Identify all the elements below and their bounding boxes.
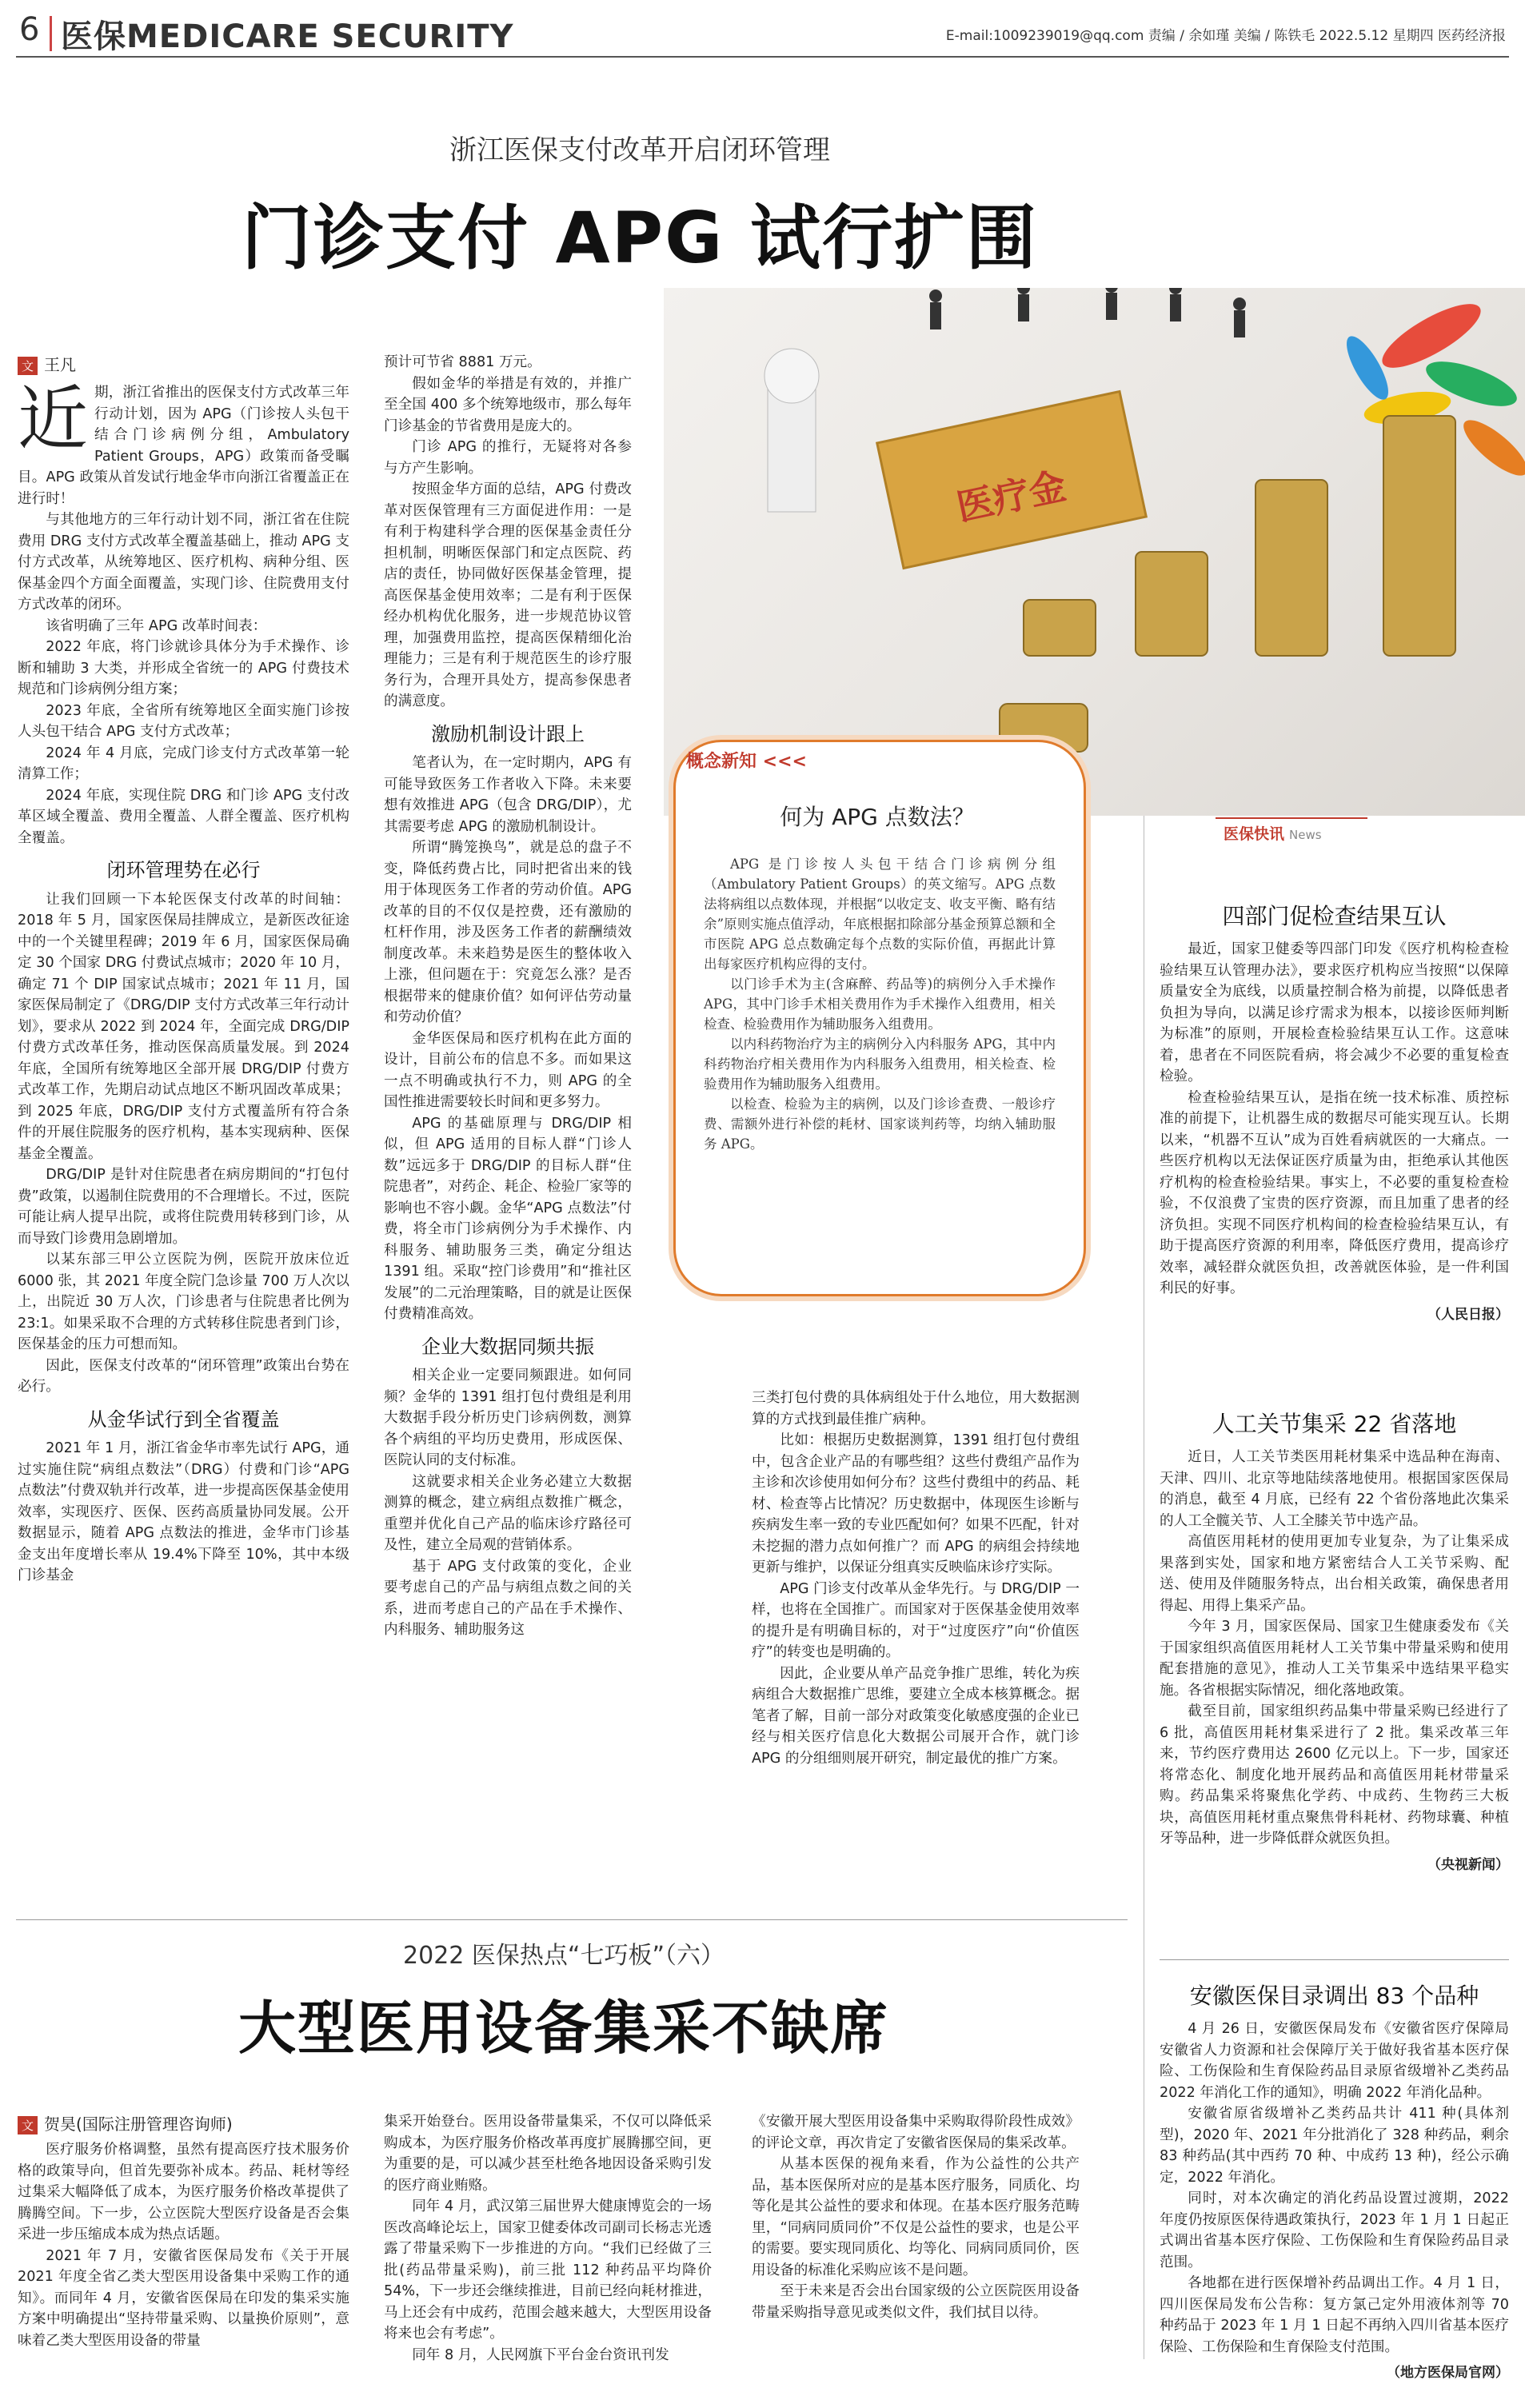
article1-column-2 <box>384 352 632 1641</box>
illustration-photo <box>664 288 1525 816</box>
paragraph: 最近，国家卫健委等四部门印发《医疗机构检查检验结果互认管理办法》，要求医疗机构应当按照“以保障质量安全为底线，以质量控制合格为前提，以降低患者负担为导向，以满足诊疗需求为根本，以接诊医师判断为标准”的原则，开展检查检验结果互认工作。这意味着，患者在不同医院看病，将会减少不必要的重复检查检验。 <box>1160 941 1509 1084</box>
news-label-rule <box>1216 817 1367 819</box>
paragraph: 这就要求相关企业务必建立大数据测算的概念，建立病组点数推广概念，重塑并优化自己产品的临床诊疗路径可及性，建立全局观的营销体系。 <box>384 1473 632 1553</box>
paragraph: 因此，医保支付改革的“闭环管理”政策出台势在必行。 <box>18 1357 349 1395</box>
article1-column-3 <box>752 1388 1080 1769</box>
paragraph: 同时，对本次确定的消化药品设置过渡期，2022 年度仍按原医保待遇政策执行，2023 年 1 月 1 日起正式调出省基本医疗保险、工伤保险和生育保险药品目录范围。 <box>1160 2190 1509 2270</box>
paragraph: 同年 8 月，人民网旗下平台金台资讯刊发 <box>412 2346 669 2363</box>
paragraph: 比如：根据历史数据测算，1391 组打包付费组中，包含企业产品的有哪些组？这些付费组产品作为主诊和次诊使用如何分布？这些付费组中的药品、耗材、检查等占比情况？历史数据中，体现医生诊断与疾病发生率一致的专业匹配如何？如果不匹配，针对未挖掘的潜力点如何推广？而 APG 的病组会持续地更新与维护，以保证分组真实反映临床诊疗实际。 <box>752 1432 1080 1575</box>
paragraph: 门诊 APG 的推行，无疑将对各参与方产生影响。 <box>384 439 632 477</box>
paragraph: 从基本医保的视角来看，作为公益性的公共产品，基本医保所对应的是基本医疗服务，同质化、均等化是其公益性的要求和体现。在基本医疗服务范畴里，“同病同质同价”不仅是公益性的要求，也是公平的需要。要实现同质化、均等化、同病同质同价，医用设备的标准化采购应该不是问题。 <box>752 2156 1080 2278</box>
paragraph: APG 的基础原理与 DRG/DIP 相似，但 APG 适用的目标人群“门诊人数”远远多于 DRG/DIP 的目标人群“住院患者”，对药企、耗企、检验厂家等的影响也不容小觑。金华“APG 点数法”付费，将全市门诊病例分为手术操作、内科服务、辅助服务三类，确定分组达 1391 组。采取“控门诊费用”和“推社区发展”的二元治理策略，目的就是让医保付费精准高效。 <box>384 1115 632 1322</box>
paragraph: 2024 年底，实现住院 DRG 和门诊 APG 支付改革区域全覆盖、费用全覆盖、人群全覆盖、医疗机构全覆盖。 <box>18 787 349 846</box>
subheading: 企业大数据同频共振 <box>421 1335 594 1358</box>
paragraph: 2023 年底，全省所有统筹地区全面实施门诊按人头包干结合 APG 支付方式改革； <box>18 702 349 740</box>
news-title: 四部门促检查结果互认 <box>1222 903 1447 929</box>
paragraph: 今年 3 月，国家医保局、国家卫生健康委发布《关于国家组织高值医用耗材人工关节集中带量采购和使用配套措施的意见》，推动人工关节集采中选结果平稳实施。各省根据实际情况，细化落地政策。 <box>1160 1619 1509 1699</box>
paragraph: 期，浙江省推出的医保支付方式改革三年行动计划，因为 APG（门诊按人头包干结合门诊病例分组，Ambulatory Patient Groups，APG）政策而备受瞩目。APG 政策从首发试行地金华市向浙江省覆盖正在进行时！ <box>18 385 349 507</box>
paragraph: APG 是门诊按人头包干结合门诊病例分组（Ambulatory Patient Groups）的英文缩写。APG 点数法将病组以点数体现，并根据“以收定支、收支平衡、略有结余”原则实施点值浮动，年底根据扣除部分基金预算总额和全市医院 APG 总点数确定每个点数的实际价值，再据此计算出每家医疗机构应得的支付。 <box>704 857 1056 972</box>
paragraph: 截至目前，国家组织药品集中带量采购已经进行了 6 批，高值医用耗材集采进行了 2 批。集采改革三年来，节约医疗费用达 2600 亿元以上。下一步，国家还将常态化、制度化地开展药品和高值医用耗材带量采购。药品集采将聚焦化学药、中成药、生物药三大板块，高值医用耗材重点聚焦骨科耗材、药物球囊、种植牙等品种，进一步降低群众就医负担。 <box>1160 1703 1509 1847</box>
concept-tag: 概念新知 <<< <box>686 752 807 772</box>
paragraph: 2021 年 7 月，安徽省医保局发布《关于开展 2021 年度全省乙类大型医用设备集中采购工作的通知》。而同年 4 月，安徽省医保局在印发的集采实施方案中明确提出“坚持带量采购、以量换价原则”，意味着乙类大型医用设备的带量 <box>18 2247 349 2349</box>
paragraph: APG 门诊支付改革从金华先行。与 DRG/DIP 一样，也将在全国推广。而国家对于医保基金使用效率的提升是有明确目标的，对于“过度医疗”向“价值医疗”的转变也是明确的。 <box>752 1580 1080 1660</box>
masthead-separator <box>50 16 52 51</box>
paragraph: 以某东部三甲公立医院为例，医院开放床位近 6000 张，其 2021 年度全院门急诊量 700 万人次以上，出院近 30 万人次，门诊患者与住院患者比例为 23:1。如果采取不合理的方式转移住院患者到门诊，医保基金的压力可想而知。 <box>18 1252 350 1352</box>
article2-byline <box>18 2111 233 2134</box>
paragraph: 安徽省原省级增补乙类药品共计 411 种(具体剂型)，2020 年、2021 年分批消化了 328 种药品，剩余 83 种药品(其中西药 70 种、中成药 13 种)，经公示确定，2022 年消化。 <box>1160 2106 1509 2186</box>
article2-column-1 <box>18 2139 349 2351</box>
subheading: 激励机制设计跟上 <box>431 722 585 745</box>
paragraph: 医疗服务价格调整，虽然有提高医疗技术服务价格的政策导向，但首先要弥补成本。药品、耗材等经过集采大幅降低了成本，为医疗服务价格改革提供了腾腾空间。下一步，公立医院大型医疗设备是否会集采进一步压缩成本成为热点话题。 <box>18 2142 349 2242</box>
article2-headline: 大型医用设备集采不缺席 <box>238 1995 889 2062</box>
paragraph: 检查检验结果互认，是指在统一技术标准、质控标准的前提下，让机器生成的数据尽可能实现互认。长期以来，“机器不互认”成为百姓看病就医的一大痛点。一些医疗机构以无法保证医疗质量为由，拒绝承认其他医疗机构的检查检验结果。事实上，不必要的重复检查检验，不仅浪费了宝贵的医疗资源，而且加重了患者的经济负担。实现不同医疗机构间的检查检验结果互认，有助于提高医疗资源的利用率，降低医疗费用，提高诊疗效率，减轻群众就医负担，改善就医体验，是一件利国利民的好事。 <box>1160 1089 1509 1296</box>
paragraph: 因此，企业要从单产品竞争推广思维，转化为疾病组合大数据推广思维，要建立全成本核算概念。据笔者了解，目前一部分对政策变化敏感度强的企业已经与相关医疗信息化大数据公司展开合作，就门诊 APG 的分组细则展开研究，制定最优的推广方案。 <box>752 1665 1080 1767</box>
news-source: （人民日报） <box>1427 1306 1509 1323</box>
news-title: 人工关节集采 22 省落地 <box>1212 1411 1457 1437</box>
news-label-cn: 医保快讯 <box>1224 825 1285 843</box>
news-item-3 <box>1160 1967 1509 2381</box>
paragraph: 笔者认为，在一定时期内，APG 有可能导致医务工作者收入下降。未来要想有效推进 APG（包含 DRG/DIP），尤其需要考虑 APG 的激励机制设计。 <box>384 755 632 835</box>
paragraph: 金华医保局和医疗机构在此方面的设计，目前公布的信息不多。而如果这一点不明确或执行不力，则 APG 的全国性推进需要较长时间和更多努力。 <box>384 1030 632 1110</box>
masthead-info: E-mail:1009239019@qq.com 责编 / 余如瑾 美编 / 陈铁毛 2022.5.12 星期四 医药经济报 <box>945 28 1506 44</box>
author-name: 王凡 <box>44 355 77 374</box>
paragraph: 4 月 26 日，安徽医保局发布《安徽省医疗保障局安徽省人力资源和社会保障厅关于做好我省基本医疗保险、工伤保险和生育保险药品目录原省级增补乙类药品 2022 年消化工作的通知》，明确 2022 年消化品种。 <box>1160 2021 1509 2101</box>
paragraph: 相关企业一定要同频跟进。如何同频？金华的 1391 组打包付费组是利用大数据手段分析历史门诊病例数，测算各个病组的平均历史费用，形成医保、医院认同的支付标准。 <box>384 1368 632 1468</box>
paragraph: 以内科药物治疗为主的病例分入内科服务 APG，其中内科药物治疗相关费用作为内科服务入组费用，相关检查、检验费用作为辅助服务入组费用。 <box>704 1036 1056 1092</box>
paragraph: 让我们回顾一下本轮医保支付改革的时间轴：2018 年 5 月，国家医保局挂牌成立，是新医改征途中的一个关键里程碑；2019 年 6 月，国家医保局确定 30 个国家 DRG 付费试点城市；2020 年 10 月，确定 71 个 DIP 国家试点城市；2021 年 11 月，国家医保局制定了《DRG/DIP 支付方式改革三年行动计划》，要求从 2022 到 2024 年，全面完成 DRG/DIP 付费方式改革任务，推动医保高质量发展。到 2024 年底，全国所有统筹地区全部开展 DRG/DIP 付费方式改革工作，先期启动试点地区不断巩固改革成果；到 2025 年底，DRG/DIP 支付方式覆盖所有符合条件的开展住院服务的医疗机构，基本实现病种、医保基金全覆盖。 <box>18 891 349 1162</box>
dropcap: 近 <box>18 377 89 460</box>
section-title: 医保MEDICARE SECURITY <box>61 18 514 55</box>
news-title: 安徽医保目录调出 83 个品种 <box>1189 1983 1479 2009</box>
paragraph: 2024 年 4 月底，完成门诊支付方式改革第一轮清算工作； <box>18 745 349 782</box>
article2-rule <box>16 1919 1128 1920</box>
paragraph: 2022 年底，将门诊就诊具体分为手术操作、诊断和辅助 3 大类，并形成全省统一的 APG 付费技术规范和门诊病例分组方案； <box>18 639 349 697</box>
article1-kicker: 浙江医保支付改革开启闭环管理 <box>449 134 830 166</box>
paragraph: 所谓“腾笼换鸟”，就是总的盘子不变，降低药费占比，同时把省出来的钱用于体现医务工作者的劳动价值。APG 改革的目的不仅仅是控费，还有激励的杠杆作用，涉及医务工作者的薪酬绩效制度改革。未来趋势是医生的整体收入上涨，但问题在于：究竟怎么涨？是否根据带来的健康价值？如何评估劳动量和劳动价值？ <box>384 840 632 1025</box>
concept-title: 何为 APG 点数法？ <box>780 804 975 830</box>
paragraph: 三类打包付费的具体病组处于什么地位，用大数据测算的方式找到最佳推广病种。 <box>752 1390 1080 1428</box>
coins-pills-illustration <box>664 288 1525 816</box>
paragraph: 2021 年 1 月，浙江省金华市率先试行 APG，通过实施住院“病组点数法”（DRG）付费和门诊“APG 点数法”付费双轨并行改革，进一步提高医保基金使用效率，实现医疗、医保、医药高质量协同发展。公开数据显示，随着 APG 点数法的推进，金华市门诊基金支出年度增长率从 19.4%下降至 10%，其中本级门诊基金 <box>18 1440 349 1583</box>
news-divider <box>1160 1959 1509 1960</box>
news-item-1 <box>1160 888 1509 1323</box>
article2-column-2 <box>384 2111 712 2366</box>
byline-tag: 文 <box>18 2116 38 2134</box>
news-label <box>1224 822 1322 844</box>
paragraph: 该省明确了三年 APG 改革时间表： <box>46 617 267 634</box>
paragraph: 至于未来是否会出台国家级的公立医院医用设备带量采购指导意见或类似文件，我们拭目以待。 <box>752 2283 1080 2321</box>
paragraph: 按照金华方面的总结，APG 付费改革对医保管理有三方面促进作用：一是有利于构建科学合理的医保基金责任分担机制，明晰医保部门和定点医院、药店的责任，协同做好医保基金管理，提高医保基金使用效率；二是有利于医保经办机构优化服务，进一步规范协议管理，加强费用监控，提高医保精细化治理能力；三是有利于规范医生的诊疗服务行为，合理开具处方，提高参保患者的满意度。 <box>384 481 632 709</box>
paragraph: 近日，人工关节类医用耗材集采中选品种在海南、天津、四川、北京等地陆续落地使用。根据国家医保局的消息，截至 4 月底，已经有 22 个省份落地此次集采的人工全髋关节、人工全膝关节中选产品。 <box>1160 1449 1509 1529</box>
news-label-en: News <box>1289 828 1322 842</box>
paragraph: 集采开始登台。医用设备带量集采，不仅可以降低采购成本，为医疗服务价格改革再度扩展腾挪空间，更为重要的是，可以减少甚至杜绝各地因设备采购引发的医疗商业贿赂。 <box>384 2114 712 2194</box>
page-number: 6 <box>19 11 40 48</box>
paragraph: 《安徽开展大型医用设备集中采购取得阶段性成效》的评论文章，再次肯定了安徽省医保局的集采改革。 <box>752 2114 1080 2151</box>
byline-tag: 文 <box>18 357 38 375</box>
paragraph: 以门诊手术为主(含麻醉、药品等)的病例分入手术操作 APG，其中门诊手术相关费用作为手术操作入组费用，相关检查、检验费用作为辅助服务入组费用。 <box>704 976 1056 1032</box>
paragraph: 高值医用耗材的使用更加专业复杂，为了让集采成果落到实处，国家和地方紧密结合人工关节采购、配送、使用及伴随服务特点，出台相关政策，确保患者用得起、用得上集采产品。 <box>1160 1534 1509 1614</box>
paragraph: 以检查、检验为主的病例，以及门诊诊查费、一般诊疗费、需额外进行补偿的耗材、国家谈判药等，均纳入辅助服务 APG。 <box>704 1096 1056 1152</box>
paragraph: 基于 APG 支付政策的变化，企业要考虑自己的产品与病组点数之间的关系，进而考虑自己的产品在手术操作、内科服务、辅助服务这 <box>384 1558 632 1638</box>
paragraph: 假如金华的举措是有效的，并推广至全国 400 多个统筹地级市，那么每年门诊基金的节省费用是庞大的。 <box>384 375 632 434</box>
subheading: 闭环管理势在必行 <box>106 859 261 881</box>
author-name: 贺昊(国际注册管理咨询师) <box>44 2114 233 2134</box>
article1-headline: 门诊支付 APG 试行扩围 <box>241 197 1039 279</box>
paragraph: 各地都在进行医保增补药品调出工作。4 月 1 日，四川医保局发布公告称：复方氯己定外用液体剂等 70 种药品于 2023 年 1 月 1 日起不再纳入四川省基本医疗保险、工伤保险和生育保险支付范围。 <box>1160 2275 1509 2355</box>
concept-text <box>704 854 1056 1154</box>
article1-column-1 <box>18 377 350 1587</box>
news-item-2 <box>1160 1396 1509 1873</box>
news-source: （央视新闻） <box>1427 1856 1509 1873</box>
news-source: （地方医保局官网） <box>1387 2365 1509 2381</box>
photo-sign-text: 医疗金 <box>952 464 1070 529</box>
paragraph: 与其他地方的三年行动计划不同，浙江省在住院费用 DRG 支付方式改革全覆盖基础上，推动 APG 支付方式改革，从统筹地区、医疗机构、病种分组、医保基金四个方面全面覆盖，实现门诊、住院费用支付方式改革的闭环。 <box>18 512 349 613</box>
article2-kicker: 2022 医保热点“七巧板”（六） <box>403 1942 725 1970</box>
paragraph: 预计可节省 8881 万元。 <box>384 354 541 370</box>
subheading: 从金华试行到全省覆盖 <box>87 1408 280 1431</box>
article1-byline <box>18 352 76 375</box>
article2-column-3 <box>752 2111 1080 2323</box>
paragraph: 同年 4 月，武汉第三届世界大健康博览会的一场医改高峰论坛上，国家卫健委体改司副司长杨志光透露了带量采购下一步推进的方向。“我们已经做了三批(药品带量采购)，前三批 112 种药品平均降价 54%，下一步还会继续推进，目前已经向耗材推进，马上还会有中成药，范围会越来越大，大型医用设备将来也会有考虑”。 <box>384 2198 712 2342</box>
paragraph: DRG/DIP 是针对住院患者在病房期间的“打包付费”政策，以遏制住院费用的不合理增长。不过，医院可能让病人提早出院，或将住院费用转移到门诊，从而导致门诊费用急剧增加。 <box>18 1167 349 1247</box>
